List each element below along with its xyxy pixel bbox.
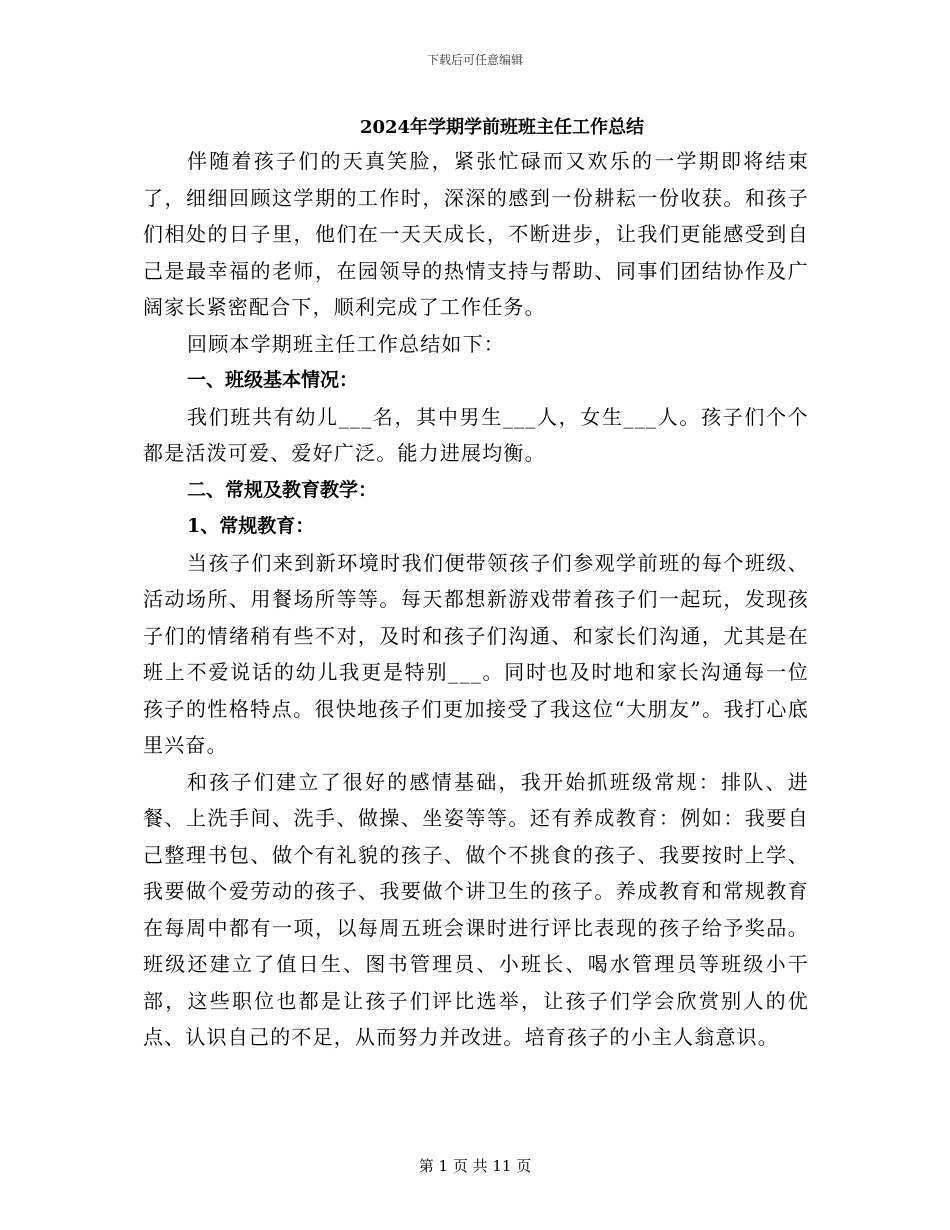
- page-number-footer: 第 1 页 共 11 页: [418, 1157, 532, 1175]
- document-body: [143, 113, 809, 1056]
- routine-education-paragraph-2: 和孩子们建立了很好的感情基础，我开始抓班级常规：排队、进餐、上洗手间、洗手、做操、坐姿等等。还有养成教育：例如：我要自己整理书包、做个有礼貌的孩子、做个不挑食的孩子、我要按时上学、我要做个爱劳动的孩子、我要做个讲卫生的孩子。养成教育和常规教育在每周中都有一项，以每周五班会课时进行评比表现的孩子给予奖品。班级还建立了值日生、图书管理员、小班长、喝水管理员等班级小干部，这些职位也都是让孩子们评比选举，让孩子们学会欣赏别人的优点、认识自己的不足，从而努力并改进。培育孩子的小主人翁意识。: [143, 769, 809, 1049]
- page-header-note: 下载后可任意编辑: [426, 53, 523, 67]
- document-title: 2024年学期学前班班主任工作总结: [359, 117, 645, 138]
- routine-education-paragraph-1: 当孩子们来到新环境时我们便带领孩子们参观学前班的每个班级、活动场所、用餐场所等等。每天都想新游戏带着孩子们一起玩，发现孩子们的情绪稍有些不对，及时和孩子们沟通、和家长们沟通，尤其是在班上不爱说话的幼儿我更是特别___。同时也及时地和家长沟通每一位孩子的性格特点。很快地孩子们更加接受了我这位“大朋友”。我打心底里兴奋。: [143, 550, 809, 757]
- section-heading-class-overview: 一、班级基本情况：: [187, 369, 359, 391]
- class-overview-paragraph: 我们班共有幼儿___名，其中男生___人，女生___人。孩子们个个都是活泼可爱、爱好广泛。能力进展均衡。: [143, 404, 809, 465]
- section-heading-routine-teaching: 二、常规及教育教学：: [187, 478, 378, 501]
- summary-line: 回顾本学期班主任工作总结如下：: [187, 331, 505, 356]
- intro-paragraph: 伴随着孩子们的天真笑脸，紧张忙碌而又欢乐的一学期即将结束了，细细回顾这学期的工作时，深深的感到一份耕耘一份收获。和孩子们相处的日子里，他们在一天天成长，不断进步，让我们更能感受到自己是最幸福的老师，在园领导的热情支持与帮助、同事们团结协作及广阔家长紧密配合下，顺利完成了工作任务。: [143, 149, 809, 319]
- subsection-heading-routine-education: 1、常规教育：: [187, 515, 315, 537]
